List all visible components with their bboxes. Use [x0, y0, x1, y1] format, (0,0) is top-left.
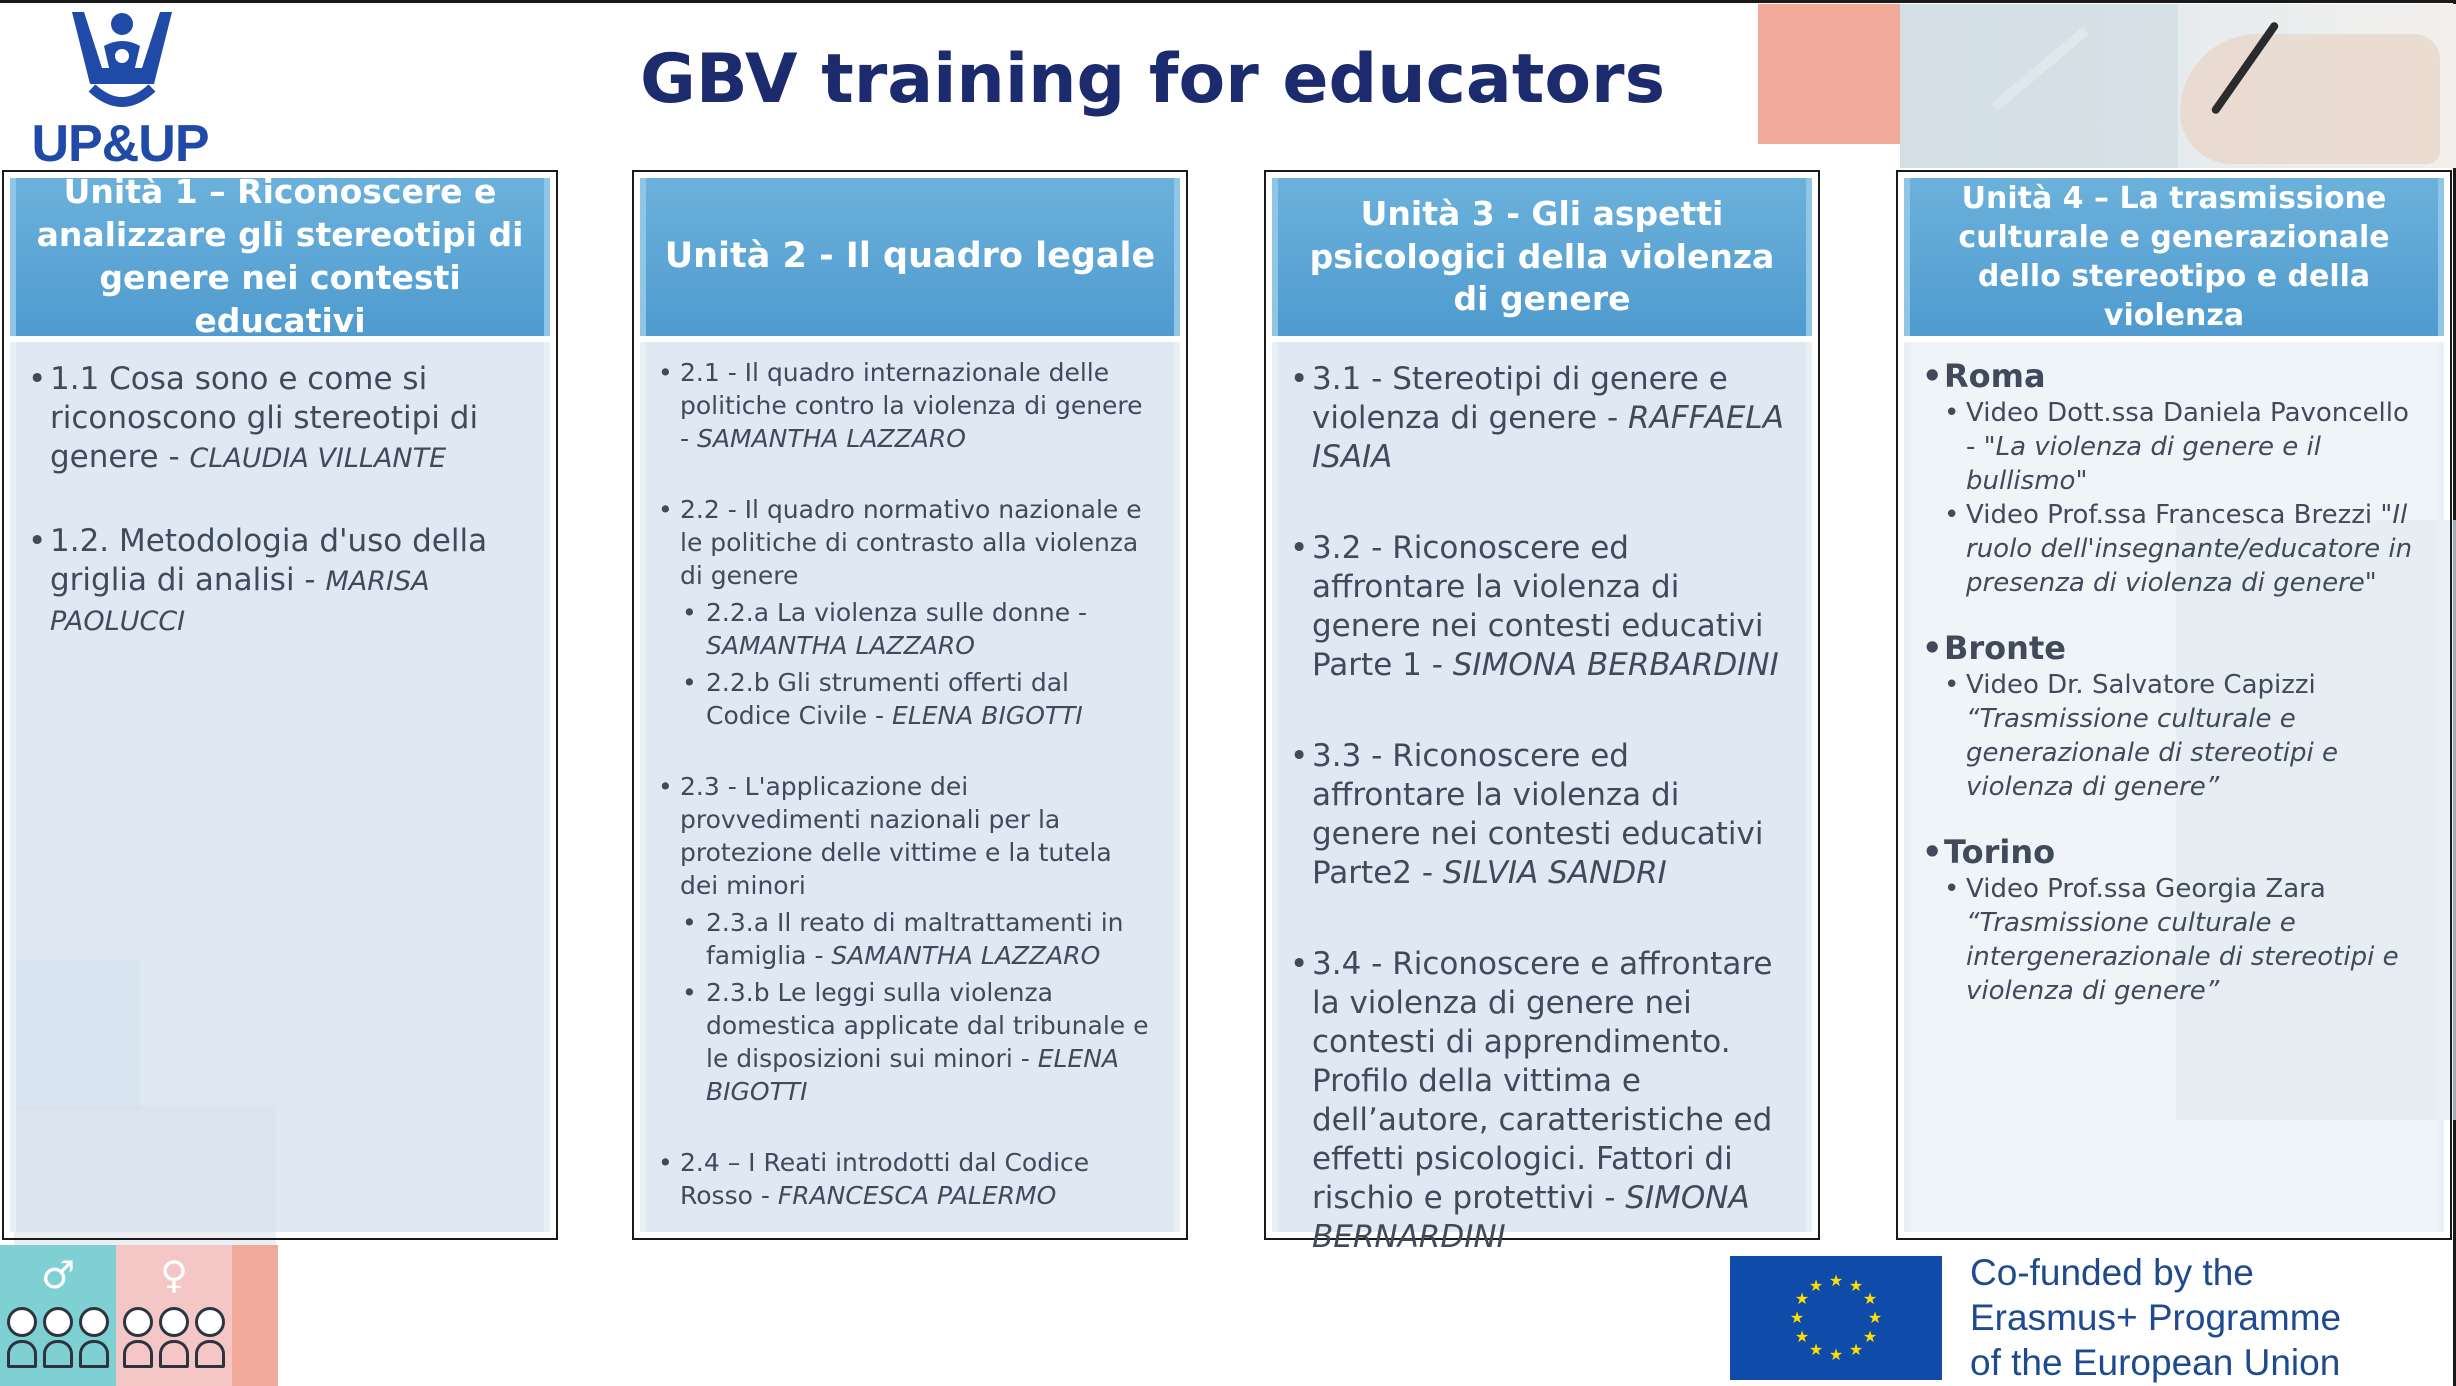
- unit-4-body: [1904, 342, 2444, 1232]
- city-torino: • Torino: [1922, 832, 2420, 872]
- female-symbol-icon: ♀: [160, 1253, 188, 1297]
- svg-text:★: ★: [1867, 1308, 1883, 1327]
- video-item: • Video Prof.ssa Georgia Zara “Trasmissione culturale e intergenerazionale di stereotipi e violenza di genere”: [1944, 872, 2420, 1008]
- author-name: FRANCESCA PALERMO: [777, 1181, 1057, 1210]
- video-title: “Trasmissione culturale e intergenerazionale di stereotipi e violenza di genere”: [1966, 908, 2399, 1006]
- decorative-salmon-strip: [232, 1245, 278, 1386]
- unit-2-body: [640, 342, 1180, 1232]
- video-item: • Video Prof.ssa Francesca Brezzi "Il ruolo dell'insegnante/educatore in presenza di violenza di genere": [1944, 498, 2420, 600]
- video-title: La violenza di genere e il bullismo: [1966, 432, 2321, 496]
- author-name: RAFFAELA ISAIA: [1312, 400, 1784, 475]
- svg-text:★: ★: [1828, 1345, 1844, 1364]
- author-name: ELENA BIGOTTI: [892, 701, 1083, 730]
- male-symbol-icon: ♂: [40, 1253, 76, 1297]
- video-title: Il ruolo dell'insegnante/educatore in presenza di violenza di genere: [1966, 500, 2413, 598]
- list-item: • 2.2 - Il quadro normativo nazionale e le politiche di contrasto alla violenza di genere: [658, 493, 1156, 592]
- slide-border-top: [0, 0, 2456, 3]
- svg-text:★: ★: [1789, 1308, 1805, 1327]
- unit-3-header: Unità 3 - Gli aspetti psicologici della violenza di genere: [1272, 178, 1812, 336]
- unit-2-header: Unità 2 - Il quadro legale: [640, 178, 1180, 336]
- list-item: • 3.1 - Stereotipi di genere e violenza di genere - RAFFAELA ISAIA: [1290, 360, 1788, 477]
- sub-list-item: • 2.2.b Gli strumenti offerti dal Codice Civile - ELENA BIGOTTI: [682, 666, 1156, 732]
- list-item: • 3.3 - Riconoscere ed affrontare la violenza di genere nei contesti educativi Parte2 - SILVIA SANDRI: [1290, 737, 1788, 893]
- svg-text:★: ★: [1862, 1327, 1878, 1346]
- author-name: MARISA PAOLUCCI: [50, 566, 430, 637]
- sub-list-item: • 2.2.a La violenza sulle donne - SAMANTHA LAZZARO: [682, 596, 1156, 662]
- author-name: SAMANTHA LAZZARO: [831, 941, 1101, 970]
- video-title: “Trasmissione culturale e generazionale di stereotipi e violenza di genere”: [1966, 704, 2338, 802]
- male-group-icon: [0, 1245, 116, 1386]
- list-item: • 2.1 - Il quadro internazionale delle politiche contro la violenza di genere - SAMANTHA LAZZARO: [658, 356, 1156, 455]
- unit-4-panel: [1896, 170, 2452, 1240]
- unit-4-header: Unità 4 – La trasmissione culturale e generazionale dello stereotipo e della violenza: [1904, 178, 2444, 336]
- author-name: SIMONA BERBARDINI: [1452, 647, 1779, 683]
- list-item: • 1.2. Metodologia d'uso della griglia di analisi - MARISA PAOLUCCI: [28, 522, 526, 641]
- author-name: SILVIA SANDRI: [1442, 855, 1667, 891]
- decorative-salmon-block: [1758, 4, 1900, 144]
- svg-text:★: ★: [1862, 1289, 1878, 1308]
- list-item: • 1.1 Cosa sono e come si riconoscono gli stereotipi di genere - CLAUDIA VILLANTE: [28, 360, 526, 478]
- unit-2-panel: [632, 170, 1188, 1240]
- eu-cofunding-text: Co-funded by the Erasmus+ Programme of the European Union: [1970, 1252, 2342, 1383]
- svg-text:★: ★: [1848, 1340, 1864, 1359]
- unit-1-header: Unità 1 – Riconoscere e analizzare gli stereotipi di genere nei contesti educativi: [10, 178, 550, 336]
- list-item: • 2.3 - L'applicazione dei provvedimenti nazionali per la protezione delle vittime e la tutela dei minori: [658, 770, 1156, 902]
- video-item: • Video Dr. Salvatore Capizzi “Trasmissione culturale e generazionale di stereotipi e violenza di genere”: [1944, 668, 2420, 804]
- svg-text:★: ★: [1828, 1271, 1844, 1290]
- svg-text:★: ★: [1808, 1276, 1824, 1295]
- list-item: • 2.4 – I Reati introdotti dal Codice Rosso - FRANCESCA PALERMO: [658, 1146, 1156, 1212]
- author-name: SAMANTHA LAZZARO: [706, 631, 975, 660]
- female-group-icon: [116, 1245, 232, 1386]
- sub-list-item: • 2.3.b Le leggi sulla violenza domestica applicate dal tribunale e le disposizioni sui minori - ELENA BIGOTTI: [682, 976, 1156, 1108]
- svg-text:★: ★: [1794, 1289, 1810, 1308]
- upup-figure-icon: [62, 6, 182, 116]
- svg-text:★: ★: [1848, 1276, 1864, 1295]
- unit-1-body: [10, 342, 550, 1232]
- sub-list-item: • 2.3.a Il reato di maltrattamenti in famiglia - SAMANTHA LAZZARO: [682, 906, 1156, 972]
- video-item: • Video Dott.ssa Daniela Pavoncello - "La violenza di genere e il bullismo": [1944, 396, 2420, 498]
- unit-3-body: [1272, 342, 1812, 1255]
- eu-flag-icon: [1730, 1256, 1942, 1380]
- author-name: ELENA BIGOTTI: [706, 1044, 1120, 1106]
- svg-text:★: ★: [1808, 1340, 1824, 1359]
- city-roma: • Roma: [1922, 356, 2420, 396]
- list-item: • 3.4 - Riconoscere e affrontare la violenza di genere nei contesti di apprendimento. Profilo della vittima e dell’autore, caratteristiche ed effetti psicologici. Fattori di rischio e protettivi - SIMONA BERNARDINI: [1290, 945, 1788, 1257]
- decorative-blue-overlay: [1900, 4, 2178, 168]
- city-bronte: • Bronte: [1922, 628, 2420, 668]
- list-item: • 3.2 - Riconoscere ed affrontare la violenza di genere nei contesti educativi Parte 1 - SIMONA BERBARDINI: [1290, 529, 1788, 685]
- author-name: SAMANTHA LAZZARO: [696, 424, 966, 453]
- author-name: SIMONA BERNARDINI: [1312, 1180, 1750, 1255]
- svg-text:★: ★: [1794, 1327, 1810, 1346]
- page-title: GBV training for educators: [640, 40, 1666, 119]
- unit-1-panel: [2, 170, 558, 1240]
- author-name: CLAUDIA VILLANTE: [189, 443, 447, 474]
- unit-3-panel: [1264, 170, 1820, 1255]
- upup-logo: [22, 6, 218, 173]
- upup-logo-text: UP&UP: [31, 115, 209, 173]
- eu-stars-icon: [1730, 1256, 1942, 1380]
